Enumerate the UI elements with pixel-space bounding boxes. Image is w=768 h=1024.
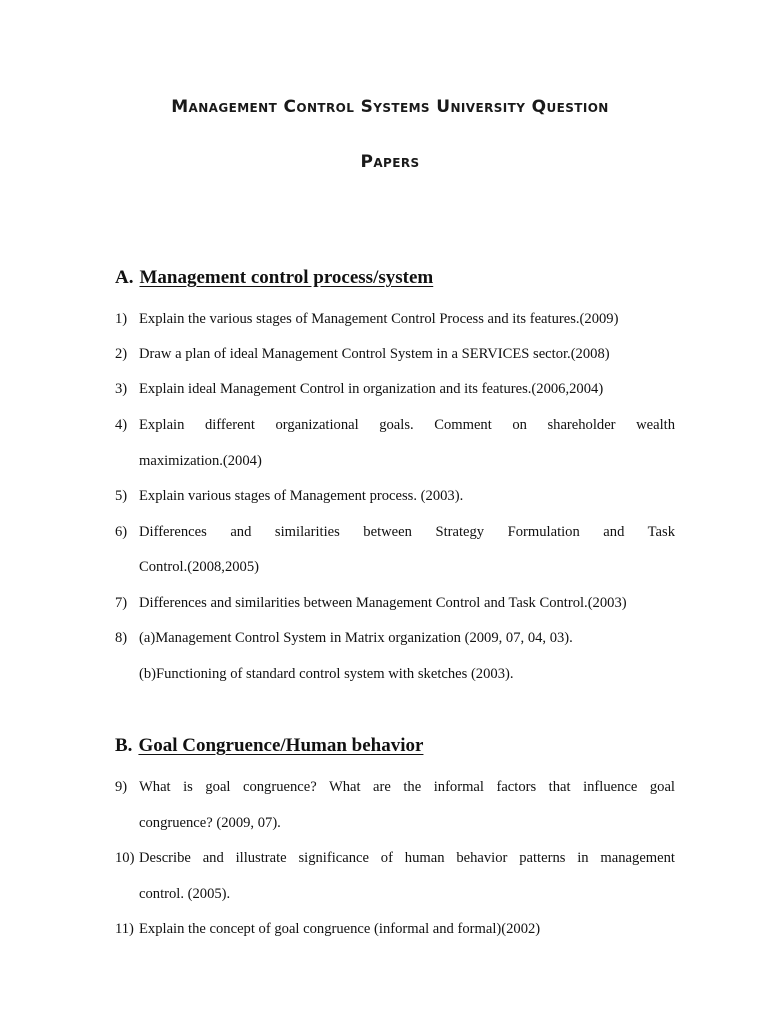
question-text: Explain various stages of Management process. (2003). (139, 488, 464, 504)
question-text: Differences and similarities between Strategy Formulation and Task (139, 524, 675, 540)
document-title-line-2: Papers (360, 152, 420, 172)
section-letter: B. (115, 735, 133, 756)
question-number: 3) (115, 381, 128, 397)
question-text: Explain ideal Management Control in organization and its features.(2006,2004) (139, 381, 604, 397)
question-number: 10) (115, 850, 135, 866)
section-letter: A. (115, 267, 134, 288)
question-text: Explain the concept of goal congruence (informal and formal)(2002) (139, 921, 541, 937)
question-text: Explain different organizational goals. Comment on shareholder wealth (139, 417, 675, 433)
section-heading-text: Goal Congruence/Human behavior (138, 735, 424, 756)
question-text: Draw a plan of ideal Management Control System in a SERVICES sector.(2008) (139, 346, 610, 362)
question-number: 1) (115, 311, 128, 327)
question-number: 6) (115, 524, 128, 540)
question-text: (a)Management Control System in Matrix organization (2009, 07, 04, 03). (139, 630, 573, 646)
document-title-line-1: Management Control Systems University Question (171, 97, 609, 117)
question-text-continuation: congruence? (2009, 07). (139, 815, 281, 831)
question-text-continuation: maximization.(2004) (139, 453, 262, 469)
question-number: 2) (115, 346, 128, 362)
question-text-continuation: control. (2005). (139, 886, 231, 902)
question-number: 9) (115, 779, 128, 795)
section-b-heading (115, 735, 423, 757)
question-text: What is goal congruence? What are the informal factors that influence goal (139, 779, 675, 795)
question-text-continuation: Control.(2008,2005) (139, 559, 259, 575)
section-heading-text: Management control process/system (139, 267, 434, 288)
question-number: 4) (115, 417, 128, 433)
question-text-continuation: (b)Functioning of standard control system with sketches (2003). (139, 666, 514, 682)
section-a-heading (115, 267, 433, 289)
question-number: 5) (115, 488, 128, 504)
question-text: Explain the various stages of Management Control Process and its features.(2009) (139, 311, 619, 327)
question-text: Describe and illustrate significance of human behavior patterns in management (139, 850, 675, 866)
question-number: 11) (115, 921, 134, 937)
question-text: Differences and similarities between Management Control and Task Control.(2003) (139, 595, 627, 611)
question-number: 8) (115, 630, 128, 646)
question-number: 7) (115, 595, 128, 611)
